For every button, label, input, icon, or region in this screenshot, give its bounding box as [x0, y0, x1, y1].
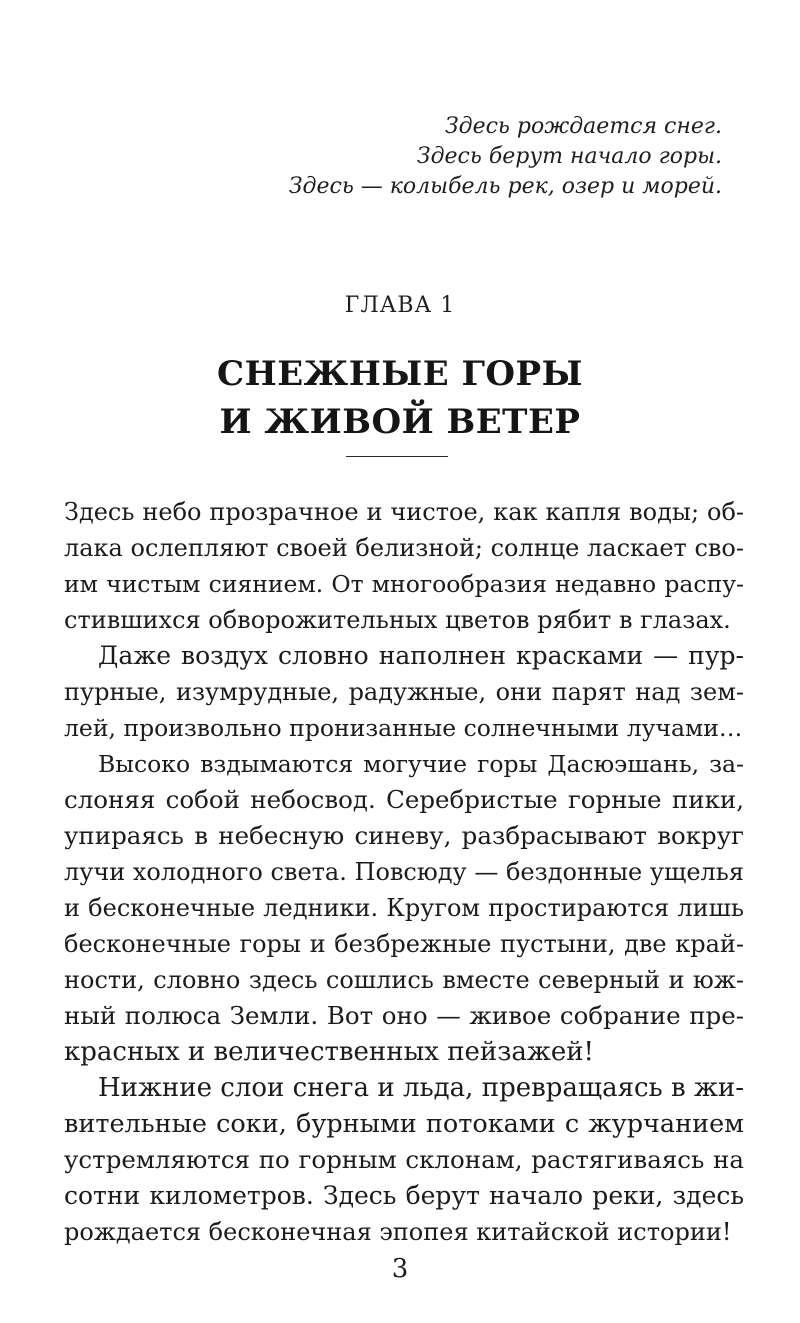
chapter-label: ГЛАВА 1: [344, 293, 456, 318]
text-line: пурные, изумрудные, радужные, они парят над зем-: [64, 678, 744, 706]
text-line: лей, произвольно пронизанные солнечными лучами…: [64, 714, 743, 742]
text-line: рождается бесконечная эпопея китайской истории!: [64, 1218, 732, 1246]
chapter-title: [0, 350, 800, 446]
chapter-divider: [346, 456, 448, 457]
body-text: [64, 494, 744, 1250]
text-line: Даже воздух словно наполнен красками — пур-: [98, 641, 744, 670]
chapter-title-line: И ЖИВОЙ ВЕТЕР: [219, 402, 581, 442]
text-line: и бесконечные ледники. Кругом простираются лишь: [64, 894, 744, 922]
text-line: сотни километров. Здесь берут начало реки, здесь: [64, 1181, 744, 1210]
text-line: устремляются по горным склонам, растягиваясь на: [64, 1145, 744, 1174]
epigraph: [289, 112, 722, 202]
text-line: вительные соки, бурными потоками с журчанием: [64, 1109, 744, 1139]
text-line: ности, словно здесь сошлись вместе северный и юж-: [64, 966, 744, 994]
text-line: стившихся обворожительных цветов рябит в глазах.: [64, 606, 731, 634]
text-line: упираясь в небесную синеву, разбрасывают вокруг: [64, 821, 744, 850]
text-line: Здесь небо прозрачное и чистое, как капля воды; об-: [64, 498, 744, 526]
epigraph-line: Здесь рождается снег.: [444, 114, 722, 139]
text-line: слоняя собой небосвод. Серебристые горные пики,: [64, 785, 744, 814]
epigraph-line: Здесь берут начало горы.: [416, 144, 722, 169]
text-line: красных и величественных пейзажей!: [64, 1037, 595, 1067]
text-line: бесконечные горы и безбрежные пустыни, две край-: [64, 930, 744, 958]
text-line: Нижние слои снега и льда, превращаясь в жи-: [98, 1073, 744, 1103]
epigraph-line: Здесь — колыбель рек, озер и морей.: [288, 174, 722, 199]
page-number: 3: [391, 1254, 409, 1284]
chapter-title-line: СНЕЖНЫЕ ГОРЫ: [217, 354, 583, 394]
text-line: ный полюса Земли. Вот оно — живое собрание пре-: [64, 1001, 744, 1030]
text-line: лучи холодного света. Повсюду — бездонные ущелья: [64, 858, 744, 886]
text-line: им чистым сиянием. От многообразия недавно распу-: [64, 570, 744, 598]
text-line: лака ослепляют своей белизной; солнце ласкает сво-: [64, 534, 744, 562]
text-line: Высоко вздымаются могучие горы Дасюэшань, за-: [98, 750, 744, 778]
